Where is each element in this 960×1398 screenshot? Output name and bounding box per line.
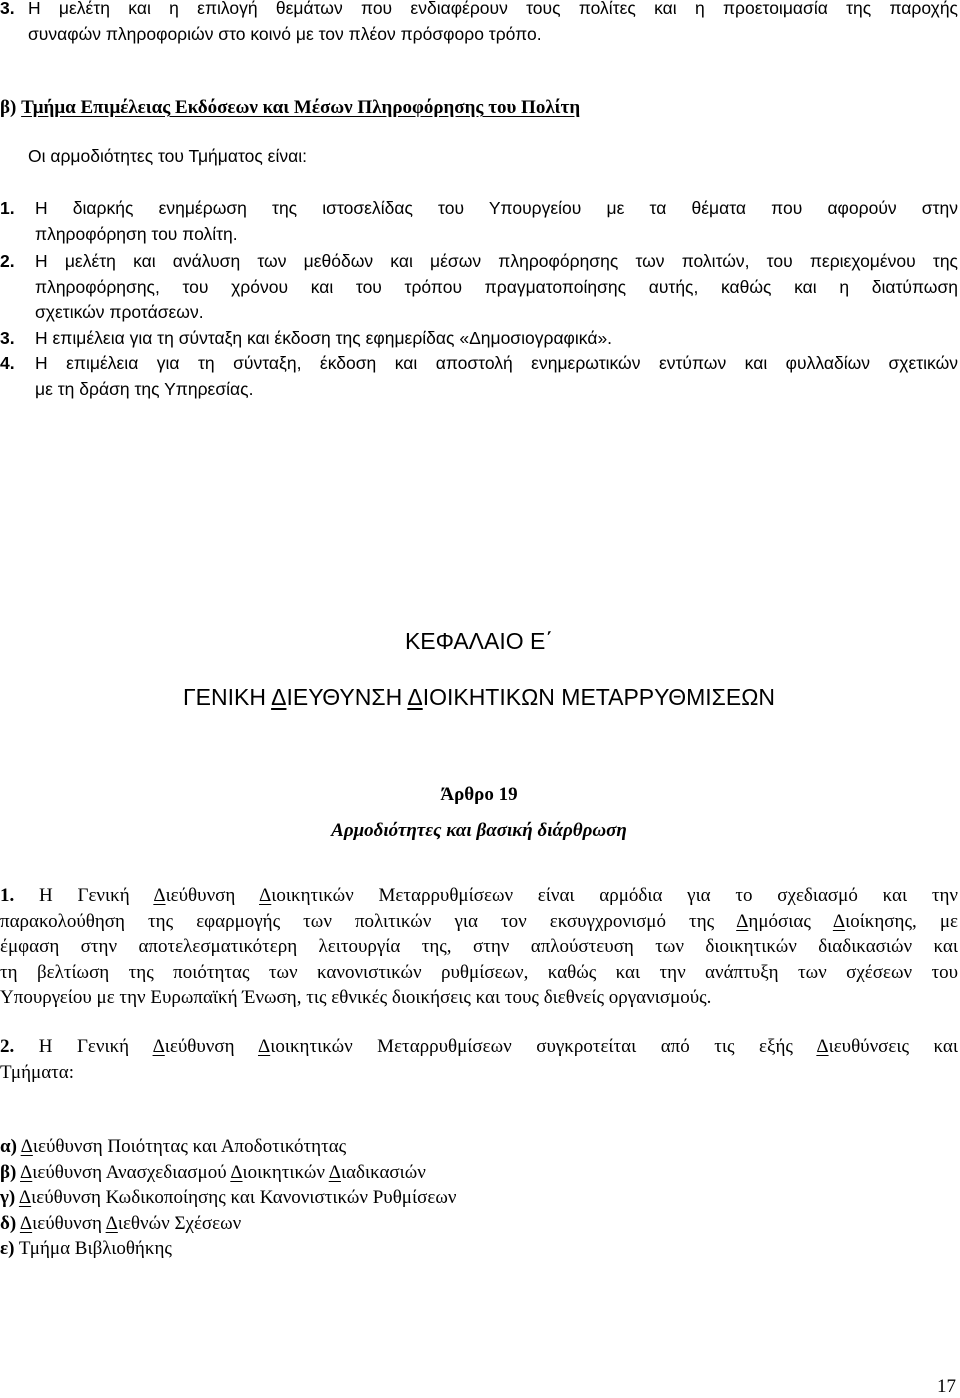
chapter-subtitle: ΓΕΝΙΚΗ ΔΙΕΥΘΥΝΣΗ ΔΙΟΙΚΗΤΙΚΩΝ ΜΕΤΑΡΡΥΘΜΙΣΕΩΝ — [183, 684, 775, 710]
item-number: 4. — [0, 353, 15, 373]
section-b-heading — [0, 97, 958, 119]
list-item — [0, 196, 958, 247]
unit-item: γ) Διεύθυνση Κωδικοποίησης και Κανονιστικών Ρυθμίσεων — [0, 1187, 457, 1208]
unit-label: β) — [0, 1161, 17, 1183]
article-subtitle: Αρμοδιότητες και βασική διάρθρωση — [331, 820, 627, 841]
top-item-line-1 — [0, 0, 958, 22]
paragraph-line: παρακολούθηση της εφαρμογής των πολιτικών για τον εκσυγχρονισμό της Δημόσιας Διοίκησης, με — [0, 910, 958, 932]
paragraph-line: 1. Η Γενική Διεύθυνση Διοικητικών Μεταρρυθμίσεων είναι αρμόδια για το σχεδιασμό και την — [0, 885, 958, 906]
section-b-title: Τμήμα Επιμέλειας Εκδόσεων και Μέσων Πληροφόρησης του Πολίτη — [21, 97, 581, 118]
paragraph-line: τη βελτίωση της ποιότητας των κανονιστικών ρυθμίσεων, καθώς και την ανάπτυξη των σχέσεων του — [0, 961, 958, 983]
units-list — [0, 1134, 958, 1262]
paragraph-1 — [0, 883, 958, 1011]
item-text: με τη δράση της Υπηρεσίας. — [35, 378, 254, 399]
unit-label: ε) — [0, 1238, 15, 1259]
top-item-3 — [0, 0, 958, 47]
item-number: 3. — [0, 0, 15, 18]
item-text: Η μελέτη και ανάλυση των μεθόδων και μέσων πληροφόρησης των πολιτών, του περιεχομένου της — [35, 251, 958, 271]
item-text: πληροφόρηση του πολίτη. — [35, 223, 238, 244]
list-item — [0, 326, 958, 352]
paragraph-number: 1. — [0, 885, 15, 906]
item-text: Η επιμέλεια για τη σύνταξη και έκδοση της εφημερίδας «Δημοσιογραφικά». — [35, 327, 613, 348]
page-number: 17 — [937, 1376, 956, 1397]
item-text: Η επιμέλεια για τη σύνταξη, έκδοση και αποστολή ενημερωτικών εντύπων και φυλλαδίων σχετικών — [35, 353, 958, 373]
item-number: 3. — [0, 327, 15, 348]
paragraph-line: έμφαση στην αποτελεσματικότερη λειτουργία της, στην απλούστευση των διοικητικών διαδικασιών και — [0, 936, 958, 957]
list-item — [0, 351, 958, 402]
paragraph-line: 2. Η Γενική Διεύθυνση Διοικητικών Μεταρρυθμίσεων συγκροτείται από τις εξής Διευθύνσεις και — [0, 1036, 958, 1057]
section-b-items — [0, 196, 958, 402]
unit-label: α) — [0, 1136, 17, 1157]
top-item-line-2: συναφών πληροφοριών στο κοινό με τον πλέον πρόσφορο τρόπο. — [28, 23, 542, 44]
section-b-label: β) — [0, 97, 17, 118]
paragraph-2 — [0, 1034, 958, 1085]
article-title: Άρθρο 19 — [440, 784, 518, 805]
unit-label: γ) — [0, 1187, 16, 1208]
unit-label: δ) — [0, 1212, 17, 1234]
paragraph-line: Υπουργείου με την Ευρωπαϊκή Ένωση, τις εθνικές διοικήσεις και τους διεθνείς οργανισμούς. — [0, 987, 712, 1008]
item-number: 1. — [0, 198, 15, 218]
list-item — [0, 249, 958, 326]
unit-item: ε) Τμήμα Βιβλιοθήκης — [0, 1238, 172, 1259]
item-text: Η διαρκής ενημέρωση της ιστοσελίδας του Υπουργείου με τα θέματα που αφορούν στην — [35, 198, 958, 218]
paragraph-line: Τμήματα: — [0, 1061, 75, 1083]
unit-item: β) Διεύθυνση Ανασχεδιασμού Διοικητικών Διαδικασιών — [0, 1161, 426, 1183]
section-b-intro: Οι αρμοδιότητες του Τμήματος είναι: — [28, 146, 307, 166]
paragraph-number: 2. — [0, 1036, 15, 1057]
item-text: πληροφόρησης, του χρόνου και του τρόπου πραγματοποίησης αυτής, καθώς και η διατύπωση — [35, 276, 958, 297]
item-text: Η μελέτη και η επιλογή θεμάτων που ενδιαφέρουν τους πολίτες και η προετοιμασία της παροχής — [28, 0, 958, 18]
chapter-title: ΚΕΦΑΛΑΙΟ Ε΄ — [404, 628, 554, 654]
unit-item: δ) Διεύθυνση Διεθνών Σχέσεων — [0, 1212, 242, 1234]
item-text: σχετικών προτάσεων. — [35, 302, 204, 322]
item-number: 2. — [0, 251, 15, 271]
unit-item: α) Διεύθυνση Ποιότητας και Αποδοτικότητας — [0, 1136, 347, 1157]
